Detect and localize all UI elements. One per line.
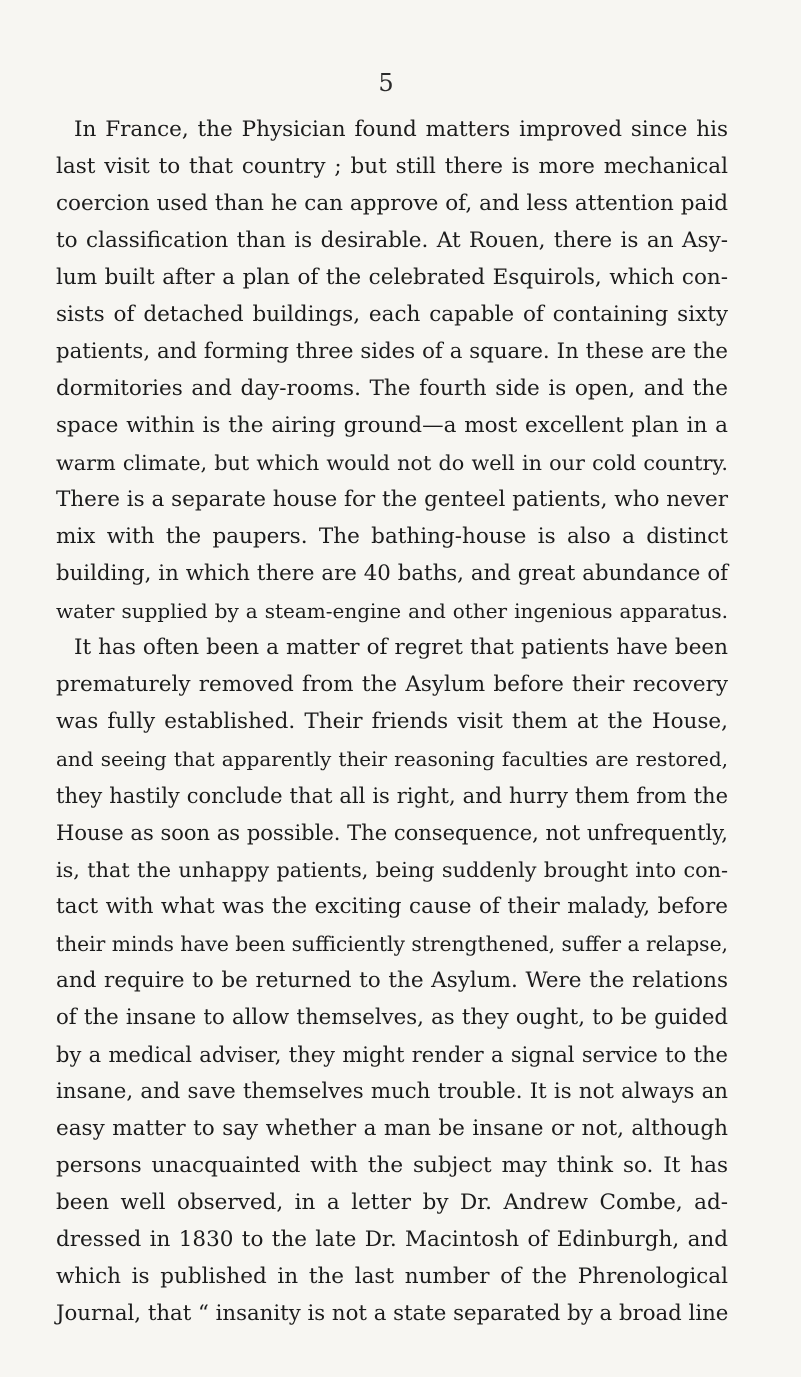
text-line: dormitories and day-rooms. The fourth side is open, and the	[56, 376, 728, 401]
text-line: and seeing that apparently their reasoning faculties are restored,	[56, 747, 728, 771]
text-line: There is a separate house for the genteel patients, who never	[56, 487, 728, 512]
text-line: insane, and save themselves much trouble. It is not always an	[56, 1079, 728, 1104]
text-line: last visit to that country ; but still there is more mechanical	[56, 154, 728, 179]
text-line: building, in which there are 40 baths, and great abundance of	[56, 561, 728, 586]
text-line: mix with the paupers. The bathing-house is also a distinct	[56, 524, 728, 549]
text-line: lum built after a plan of the celebrated Esquirols, which con-	[56, 265, 728, 290]
text-line: prematurely removed from the Asylum before their recovery	[56, 672, 728, 697]
text-line: It has often been a matter of regret that patients have been	[74, 635, 728, 660]
text-line: easy matter to say whether a man be insane or not, although	[56, 1116, 728, 1141]
text-line: patients, and forming three sides of a square. In these are the	[56, 339, 728, 364]
text-line: warm climate, but which would not do well in our cold country.	[56, 451, 728, 475]
text-line: been well observed, in a letter by Dr. Andrew Combe, ad-	[56, 1190, 728, 1215]
text-line: was fully established. Their friends visit them at the House,	[56, 709, 728, 734]
text-line: tact with what was the exciting cause of their malady, before	[56, 894, 728, 919]
text-line: which is published in the last number of the Phrenological	[56, 1264, 728, 1289]
text-line: persons unacquainted with the subject may think so. It has	[56, 1153, 728, 1178]
text-line: to classification than is desirable. At Rouen, there is an Asy-	[56, 228, 728, 253]
text-line: dressed in 1830 to the late Dr. Macintosh of Edinburgh, and	[56, 1227, 728, 1252]
text-line: and require to be returned to the Asylum. Were the relations	[56, 968, 728, 993]
page-number: 5	[378, 69, 394, 97]
text-line: sists of detached buildings, each capable of containing sixty	[56, 302, 728, 327]
text-line: is, that the unhappy patients, being suddenly brought into con-	[56, 858, 728, 882]
text-line: by a medical adviser, they might render a signal service to the	[56, 1043, 728, 1067]
text-line: Journal, that “ insanity is not a state separated by a broad line	[56, 1301, 729, 1326]
text-line: coercion used than he can approve of, and less attention paid	[56, 191, 728, 216]
text-line: they hastily conclude that all is right, and hurry them from the	[56, 784, 728, 808]
text-line: water supplied by a steam-engine and other ingenious apparatus.	[56, 599, 728, 623]
text-line: their minds have been sufficiently strengthened, suffer a relapse,	[56, 932, 728, 956]
text-line: House as soon as possible. The consequence, not unfrequently,	[56, 821, 728, 845]
text-line: of the insane to allow themselves, as they ought, to be guided	[56, 1005, 728, 1030]
text-line: space within is the airing ground—a most excellent plan in a	[56, 413, 728, 438]
text-line: In France, the Physician found matters improved since his	[74, 117, 728, 142]
